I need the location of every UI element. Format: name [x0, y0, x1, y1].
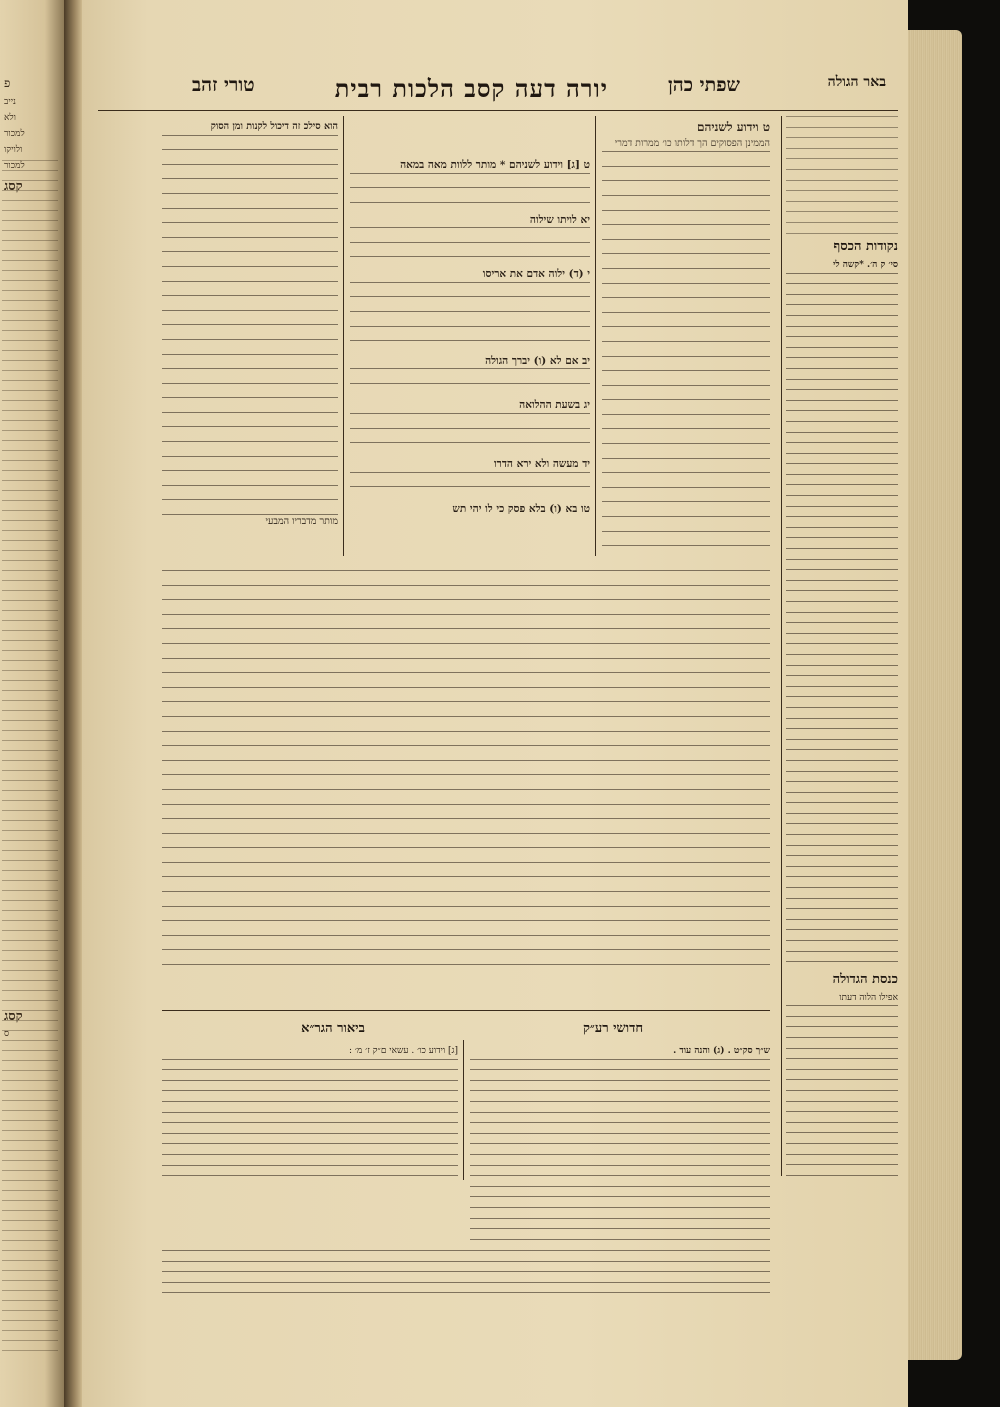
section-rule [162, 1010, 770, 1011]
prev-fragment: ולויקו [4, 145, 23, 155]
bottom-continuation [162, 1250, 770, 1310]
header-rule [98, 110, 898, 111]
shach-snippet: הממינן הפסוקים הך דלותו כו׳ ממרות דמרי [614, 137, 770, 149]
siman-10: י (ד) ילוה אדם את אריסו [482, 268, 590, 281]
header-shach: שפתי כהן [667, 74, 740, 96]
gra-column [162, 1044, 458, 1176]
prev-fragment: למכור [4, 161, 25, 171]
shach-opening: ט וידוע לשניהם [696, 120, 770, 134]
siman-9: ט [ג] וידוע לשניהם * מותר ללוות מאה במאה [400, 159, 590, 171]
siman-12: יב אם לא (ו) יברך הגולה [485, 354, 590, 367]
taz-snippet: מותר מדבריו המבעי [265, 515, 338, 527]
page-title: יורה דעה קסב הלכות רבית [334, 74, 608, 103]
prev-fragment: נייב [4, 97, 16, 107]
header-taz: טורי זהב [192, 74, 255, 96]
page-edges [900, 30, 962, 1360]
knesset-opening: אפילו הלוה דעתו [839, 992, 898, 1003]
prev-fragment: קסג [4, 1009, 23, 1024]
siman-14: יד מעשה ולא ירא הדרו [494, 457, 590, 470]
column-divider [343, 116, 344, 556]
previous-page-edge [0, 0, 64, 1407]
siman-15: טו בא (ו) בלא פסק כי לו יהי תש [452, 502, 590, 515]
column-divider [595, 116, 596, 556]
siman-11: יא לויתו שילוה [529, 213, 590, 226]
shach-column [602, 120, 770, 560]
siman-13: יג בשעת ההלואה [519, 399, 590, 412]
rak-column [470, 1044, 770, 1244]
prev-fragment: למכור [4, 129, 25, 139]
nekudot-opening: סי׳ ק ה׳. *קשה לי [833, 260, 898, 270]
column-divider [463, 1040, 464, 1180]
main-text-column [350, 158, 590, 558]
rak-opening: ש״ך סק״ט . (ג) והנה עוד . [673, 1046, 770, 1056]
gra-section-title: ביאור הגר״א [301, 1021, 365, 1036]
prev-fragment: ס [4, 1029, 10, 1039]
prev-fragment: קסג [4, 179, 23, 194]
taz-column [162, 120, 338, 560]
lower-commentary-block [162, 570, 770, 970]
taz-opening: הוא סילכ זה דיכול לקנות ומן הסוק [210, 121, 338, 132]
prev-fragment: פ [4, 76, 11, 90]
gra-opening: [ג] וידוע כו׳ . עשאי ם״ק ז׳ מ׳ : [348, 1046, 458, 1056]
margin-divider [781, 116, 782, 1176]
book-page [82, 0, 908, 1407]
header-beer-hagolah: באר הגולה [827, 74, 886, 90]
rak-section-title: חדושי רע״ק [582, 1021, 644, 1036]
prev-page-text [2, 160, 58, 1360]
prev-fragment: ולא [4, 113, 16, 123]
page-header [82, 74, 908, 108]
nekudot-hakesef-heading: נקודות הכסף [833, 239, 898, 254]
knesset-hagedolah-heading: כנסת הגדולה [832, 971, 898, 987]
book-gutter [64, 0, 82, 1407]
margin-column [786, 116, 898, 1176]
